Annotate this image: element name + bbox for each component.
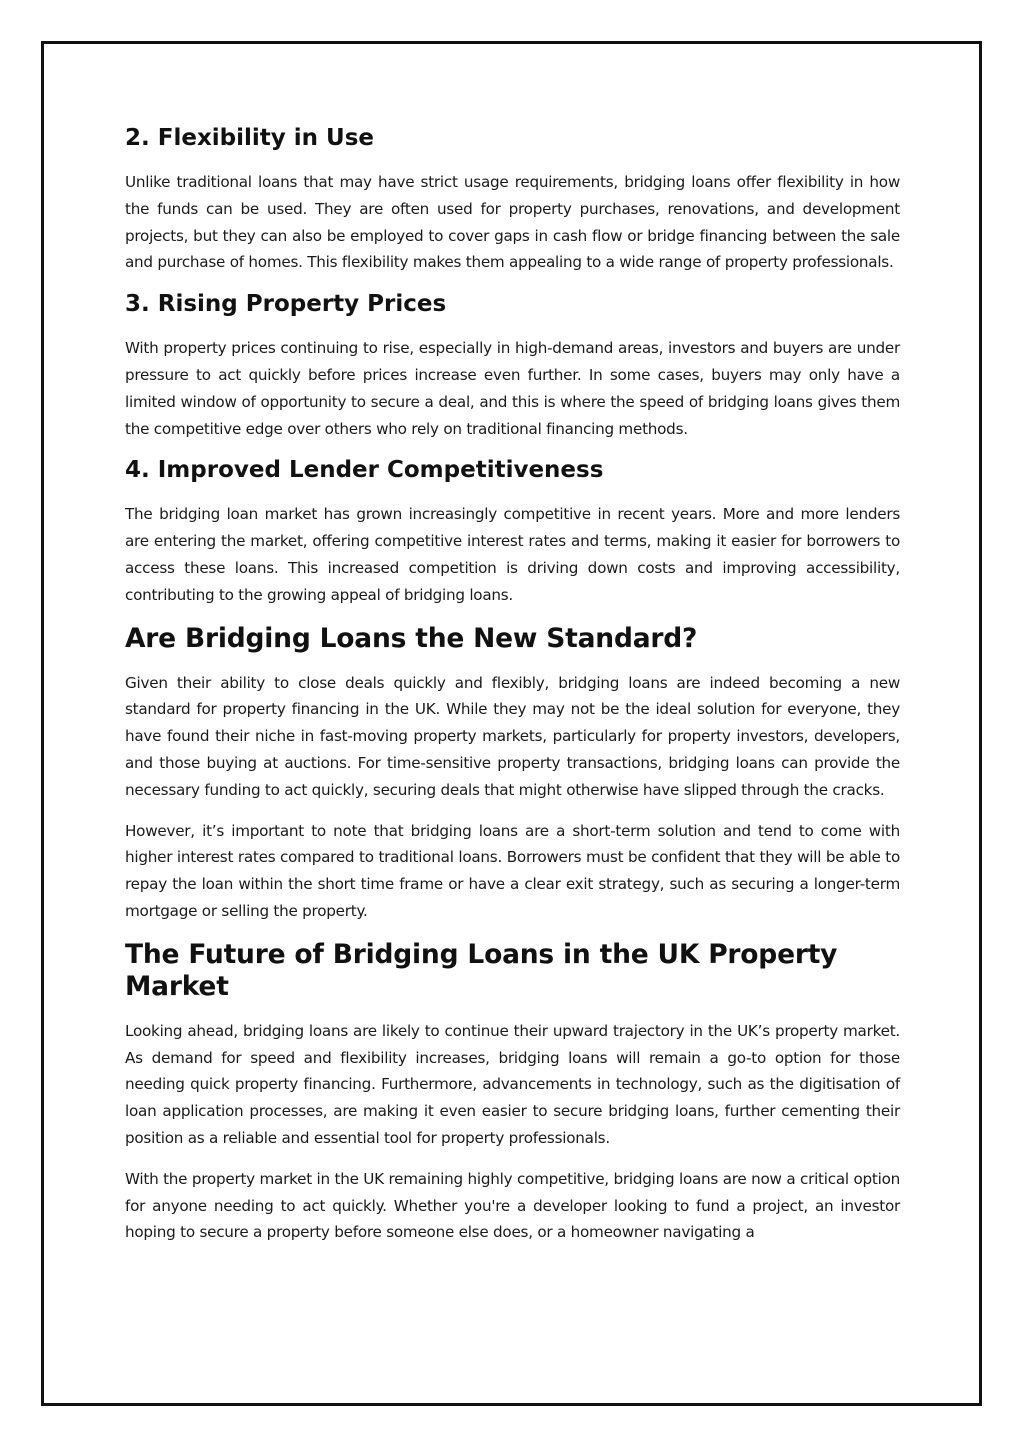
page-frame — [41, 41, 982, 1406]
paragraph-flexibility: Unlike traditional loans that may have strict usage requirements, bridging loans offer flexibility in how the funds can be used. They are often used for property purchases, renovations, and development projects, but they can also be employed to cover gaps in cash flow or bridge financing between the sale and purchase of homes. This flexibility makes them appealing to a wide range of property professionals. — [125, 173, 900, 272]
heading-lender-competitiveness: 4. Improved Lender Competitiveness — [125, 457, 604, 484]
paragraph-rising-prices: With property prices continuing to rise, especially in high-demand areas, investors and buyers are under pressure to act quickly before prices increase even further. In some cases, buyers may only have a limited window of opportunity to secure a deal, and this is where the speed of bridging loans gives them the competitive edge over others who rely on traditional financing methods. — [125, 339, 900, 438]
paragraph-new-standard-2: However, it’s important to note that bridging loans are a short-term solution and tend to come with higher interest rates compared to traditional loans. Borrowers must be confident that they will be able to repay the loan within the short time frame or have a clear exit strategy, such as securing a longer-term mortgage or selling the property. — [125, 821, 900, 920]
document-content — [125, 124, 900, 1260]
heading-new-standard: Are Bridging Loans the New Standard? — [125, 622, 698, 654]
heading-rising-property-prices: 3. Rising Property Prices — [125, 291, 447, 318]
heading-flexibility-in-use: 2. Flexibility in Use — [125, 125, 375, 151]
paragraph-new-standard-1: Given their ability to close deals quickly and flexibly, bridging loans are indeed becoming a new standard for property financing in the UK. While they may not be the ideal solution for everyone, they have found their niche in fast-moving property markets, particularly for property investors, developers, and those buying at auctions. For time-sensitive property transactions, bridging loans can provide the necessary funding to act quickly, securing deals that might otherwise have slipped through the cracks. — [125, 673, 900, 799]
paragraph-future-1: Looking ahead, bridging loans are likely to continue their upward trajectory in the UK’s property market. As demand for speed and flexibility increases, bridging loans will remain a go-to option for those needing quick property financing. Furthermore, advancements in technology, such as the digitisation of loan application processes, are making it even easier to secure bridging loans, further cementing their position as a reliable and essential tool for property professionals. — [125, 1021, 900, 1147]
paragraph-lender-competitiveness: The bridging loan market has grown increasingly competitive in recent years. More and more lenders are entering the market, offering competitive interest rates and terms, making it easier for borrowers to access these loans. This increased competition is driving down costs and improving accessibility, contributing to the growing appeal of bridging loans. — [125, 505, 900, 604]
heading-future-of-bridging-loans: The Future of Bridging Loans in the UK Property Market — [125, 938, 838, 1002]
paragraph-future-2: With the property market in the UK remaining highly competitive, bridging loans are now a critical option for anyone needing to act quickly. Whether you're a developer looking to fund a project, an investor hoping to secure a property before someone else does, or a homeowner navigating a — [125, 1169, 900, 1242]
